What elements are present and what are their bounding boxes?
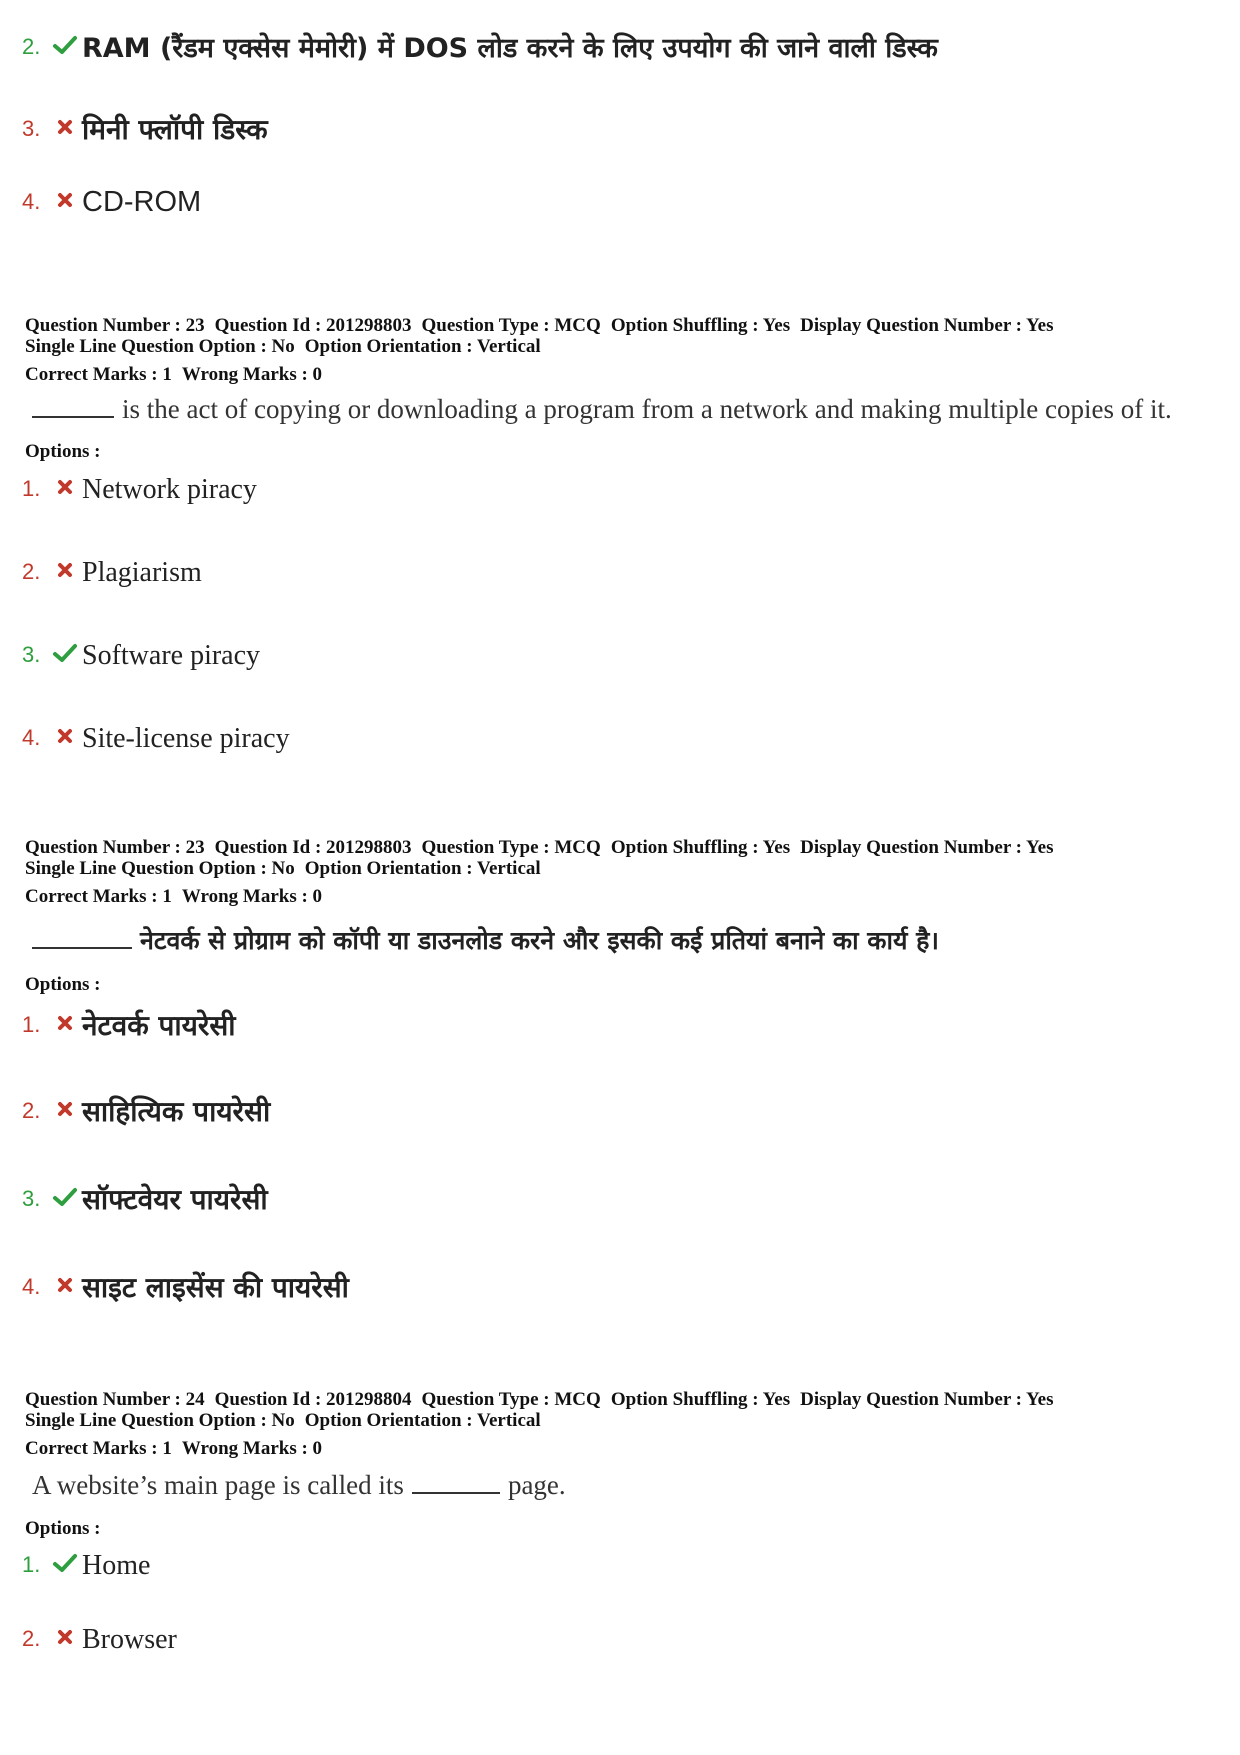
option-text: सॉफ्टवेयर पायरेसी [82,1183,268,1216]
check-icon [48,30,82,62]
cross-icon [48,1622,82,1654]
option-number: 1. [22,476,41,501]
option-text: नेटवर्क पायरेसी [82,1009,236,1042]
option-text: Plagiarism [82,557,202,588]
option-number: 3. [22,642,41,667]
cross-icon [48,1270,82,1302]
cross-icon [48,1008,82,1040]
option-row [22,721,290,753]
option-row [22,30,938,62]
question-text: is the act of copying or downloading a program from a network and making multiple copies of it. [32,394,1172,425]
option-text: CD-ROM [82,186,202,218]
option-number: 2. [22,34,41,59]
cross-icon [48,555,82,587]
option-number: 2. [22,1626,41,1651]
cross-icon [48,1094,82,1126]
options-label: Options : [25,974,101,995]
option-number: 4. [22,189,41,214]
option-text: Software piracy [82,640,261,671]
check-icon [48,1548,82,1580]
option-row [22,1622,177,1654]
option-text: साहित्यिक पायरेसी [82,1095,271,1128]
question-meta: Question Number : 23 Question Id : 201298803 Question Type : MCQ Option Shuffling : Yes Display Question Number : Yes Single Line Question Option : No Option Orientation : Vertical [25,315,1054,357]
question-meta: Question Number : 24 Question Id : 201298804 Question Type : MCQ Option Shuffling : Yes Display Question Number : Yes Single Line Question Option : No Option Orientation : Vertical [25,1389,1054,1431]
option-text: Site-license piracy [82,723,290,754]
option-text: RAM (रैंडम एक्सेस मेमोरी) में DOS लोड करने के लिए उपयोग की जाने वाली डिस्क [82,33,938,64]
cross-icon [48,721,82,753]
option-number: 2. [22,559,41,584]
cross-icon [48,472,82,504]
option-number: 1. [22,1552,41,1577]
option-row [22,1548,150,1580]
option-row [22,1270,349,1302]
option-text: Home [82,1550,151,1581]
option-text: मिनी फ्लॉपी डिस्क [82,113,268,146]
question-text: A website’s main page is called its page. [32,1470,566,1500]
options-label: Options : [25,1518,101,1539]
option-number: 3. [22,1186,41,1211]
check-icon [48,1182,82,1214]
option-number: 4. [22,725,41,750]
blank-line [412,1474,500,1494]
option-row [22,185,201,217]
option-row [22,1182,268,1214]
option-row [22,472,257,504]
option-number: 3. [22,116,41,141]
question-meta: Question Number : 23 Question Id : 201298803 Question Type : MCQ Option Shuffling : Yes Display Question Number : Yes Single Line Question Option : No Option Orientation : Vertical [25,837,1054,879]
option-row [22,555,202,587]
option-row [22,1094,270,1126]
cross-icon [48,185,82,217]
option-number: 1. [22,1012,41,1037]
question-text: नेटवर्क से प्रोग्राम को कॉपी या डाउनलोड करने और इसकी कई प्रतियां बनाने का कार्य है। [32,923,939,957]
option-number: 2. [22,1098,41,1123]
blank-line [32,929,132,949]
check-icon [48,638,82,670]
option-number: 4. [22,1274,41,1299]
options-label: Options : [25,441,101,462]
marks-meta: Correct Marks : 1 Wrong Marks : 0 [25,886,323,907]
cross-icon [48,112,82,144]
option-row [22,638,260,670]
blank-line [32,398,114,418]
option-row [22,1008,236,1040]
marks-meta: Correct Marks : 1 Wrong Marks : 0 [25,1438,323,1459]
marks-meta: Correct Marks : 1 Wrong Marks : 0 [25,364,323,385]
option-text: Network piracy [82,474,257,505]
option-text: Browser [82,1624,177,1655]
option-row [22,112,268,144]
option-text: साइट लाइसेंस की पायरेसी [82,1271,349,1304]
